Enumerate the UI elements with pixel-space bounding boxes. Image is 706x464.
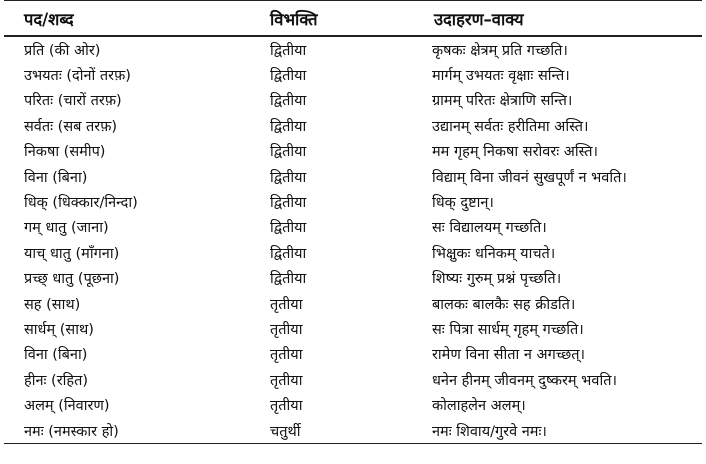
cell-vibhakti: द्वितीया [270,68,307,85]
cell-vibhakti: चतुर्थी [270,418,432,444]
table-row [4,240,702,265]
cell-udaharan: कोलाहलेन अलम्। [432,398,526,415]
cell-pada: धिक् (धिक्कार/निन्दा) [24,195,138,212]
table-row [4,62,702,87]
table-row [4,316,702,341]
cell-udaharan: मार्गम् उभयतः वृक्षाः सन्ति। [432,68,570,85]
table-row [4,139,702,164]
cell-pada: उभयतः (दोनों तरफ़) [24,68,131,85]
cell-vibhakti: तृतीया [270,321,303,338]
cell-udaharan: सः विद्यालयम् गच्छति। [432,220,547,237]
cell-pada: अलम् (निवारण) [24,398,110,415]
cell-vibhakti: द्वितीया [270,118,307,135]
table-row [4,266,702,291]
cell-udaharan: नमः शिवाय/गुरवे नमः। [432,418,702,444]
cell-udaharan: रामेण विना सीता न अगच्छत्। [432,347,586,364]
cell-pada: सर्वतः (सब तरफ़) [24,118,118,135]
cell-pada: प्रच्छ् धातु (पूछना) [24,271,120,288]
table-row [4,367,702,392]
table-header [4,1,702,37]
cell-udaharan: शिष्यः गुरुम् प्रश्नं पृच्छति। [432,271,562,288]
cell-udaharan: उद्यानम् सर्वतः हरीतिमा अस्ति। [432,118,589,135]
cell-udaharan: कृषकः क्षेत्रम् प्रति गच्छति। [432,42,568,59]
cell-vibhakti: द्वितीया [270,195,307,212]
cell-vibhakti: द्वितीया [270,42,307,59]
table-row [4,418,702,444]
cell-udaharan: बालकः बालकैः सह क्रीडति। [432,296,576,313]
cell-pada: नमः (नमस्कार हो) [4,418,270,444]
table-row [4,36,702,62]
cell-udaharan: ग्रामम् परितः क्षेत्राणि सन्ति। [432,93,573,110]
cell-udaharan: भिक्षुकः धनिकम् याचते। [432,245,556,262]
cell-udaharan: सः पित्रा सार्धम् गृहम् गच्छति। [432,321,584,338]
cell-vibhakti: तृतीया [270,398,303,415]
header-pada: पद/शब्द [4,1,270,37]
table-row [4,215,702,240]
cell-pada: हीनः (रहित) [24,372,89,389]
cell-pada: गम् धातु (जाना) [24,220,109,237]
cell-udaharan: धिक् दुष्टान्। [432,195,494,212]
cell-udaharan: विद्याम् विना जीवनं सुखपूर्णं न भवति। [432,169,627,186]
cell-vibhakti: द्वितीया [270,271,307,288]
cell-udaharan: धनेन हीनम् जीवनम् दुष्करम् भवति। [432,372,617,389]
cell-vibhakti: द्वितीया [270,220,307,237]
cell-vibhakti: तृतीया [270,347,303,364]
cell-vibhakti: तृतीया [270,296,303,313]
table-row [4,291,702,316]
table-row [4,88,702,113]
table-row [4,342,702,367]
header-vibhakti: विभक्ति [270,1,432,37]
table-row [4,392,702,417]
cell-vibhakti: द्वितीया [270,169,307,186]
cell-pada: विना (बिना) [24,347,88,364]
cell-pada: सह (साथ) [24,296,81,313]
header-udaharan: उदाहरण–वाक्य [432,1,702,37]
cell-pada: सार्धम् (साथ) [24,321,94,338]
table-row [4,189,702,214]
table-body [4,36,702,444]
cell-vibhakti: द्वितीया [270,93,307,110]
cell-udaharan: मम गृहम् निकषा सरोवरः अस्ति। [432,144,599,161]
cell-pada: विना (बिना) [24,169,88,186]
cell-vibhakti: तृतीया [270,372,303,389]
cell-pada: परितः (चारों तरफ़) [24,93,122,110]
cell-vibhakti: द्वितीया [270,245,307,262]
table-row [4,164,702,189]
cell-pada: प्रति (की ओर) [24,42,101,59]
vibhakti-table [4,0,702,444]
cell-pada: निकषा (समीप) [24,144,106,161]
header-row [4,1,702,37]
table-row [4,113,702,138]
cell-vibhakti: द्वितीया [270,144,307,161]
cell-pada: याच् धातु (माँगना) [24,245,120,262]
